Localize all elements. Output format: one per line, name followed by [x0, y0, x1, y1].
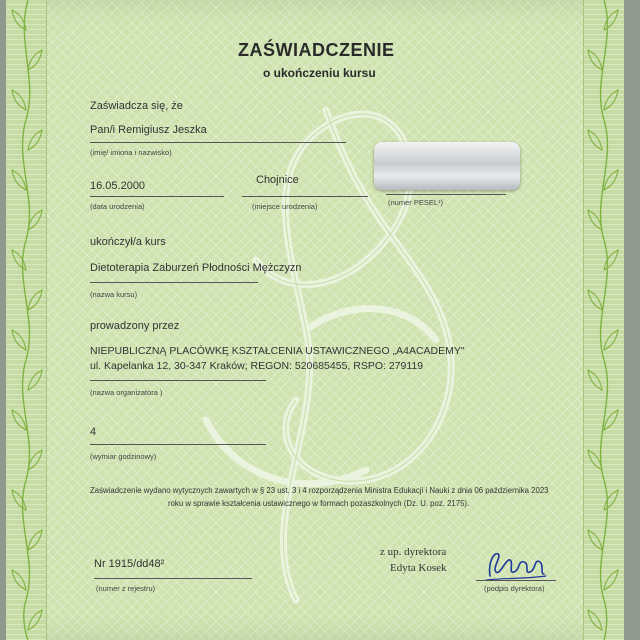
handwritten-signature-icon [484, 548, 548, 584]
hours-caption: (wymiar godzinowy) [90, 452, 157, 461]
recipient-name: Pan/i Remigiusz Jeszka [90, 124, 207, 136]
birth-date-caption: (data urodzenia) [90, 202, 145, 211]
legal-text-line1: Zaświadczenie wydano wytycznych zawartych w § 23 ust. 3 i 4 rozporządzenia Ministra Edukacji i Nauki z dnia 06 października 2023 [90, 486, 549, 495]
signature-caption: (podpis dyrektora) [484, 584, 545, 593]
course-underline [90, 282, 258, 283]
birth-place-underline [242, 196, 368, 197]
certificate-title: ZAŚWIADCZENIE [238, 40, 395, 60]
legal-text-line2: roku w sprawie kształcenia ustawicznego w formach pozaszkolnych (Dz. U. poz. 2175). [168, 499, 470, 508]
register-number: Nr 1915/dd48² [94, 558, 165, 570]
organizer-caption: (nazwa organizatora ) [90, 388, 163, 397]
completed-label: ukończył/a kurs [90, 236, 166, 248]
conducted-label: prowadzony przez [90, 320, 180, 332]
birth-date: 16.05.2000 [90, 180, 146, 192]
organizer-underline [90, 380, 266, 381]
certificate-sheet [6, 0, 624, 640]
birth-place: Chojnice [256, 174, 299, 186]
birth-place-caption: (miejsce urodzenia) [252, 202, 318, 211]
certificate-subtitle: o ukończeniu kursu [263, 66, 376, 80]
name-underline [90, 142, 346, 143]
signatory-role: z up. dyrektora [380, 546, 447, 558]
organizer-line2: ul. Kapelanka 12, 30-347 Kraków; REGON: 520685455, RSPO: 279119 [90, 360, 424, 372]
intro-text: Zaświadcza się, że [90, 100, 183, 112]
signatory-name: Edyta Kosek [390, 562, 447, 574]
hours-value: 4 [90, 426, 97, 438]
course-caption: (nazwa kursu) [90, 290, 138, 299]
register-caption: (numer z rejestru) [96, 584, 156, 593]
hours-underline [90, 444, 266, 445]
birth-date-underline [90, 196, 224, 197]
organizer-line1: NIEPUBLICZNĄ PLACÓWKĘ KSZTAŁCENIA USTAWICZNEGO „A4ACADEMY" [90, 345, 465, 357]
pesel-caption: (numer PESEL¹) [388, 198, 444, 207]
course-name: Dietoterapia Zaburzeń Płodności Mężczyzn [90, 262, 302, 274]
pesel-underline [386, 194, 506, 195]
register-underline [94, 578, 252, 579]
pesel-cover-sticker [374, 142, 520, 190]
name-caption: (imię/ imiona i nazwisko) [90, 148, 172, 157]
signature-underline [476, 580, 556, 581]
